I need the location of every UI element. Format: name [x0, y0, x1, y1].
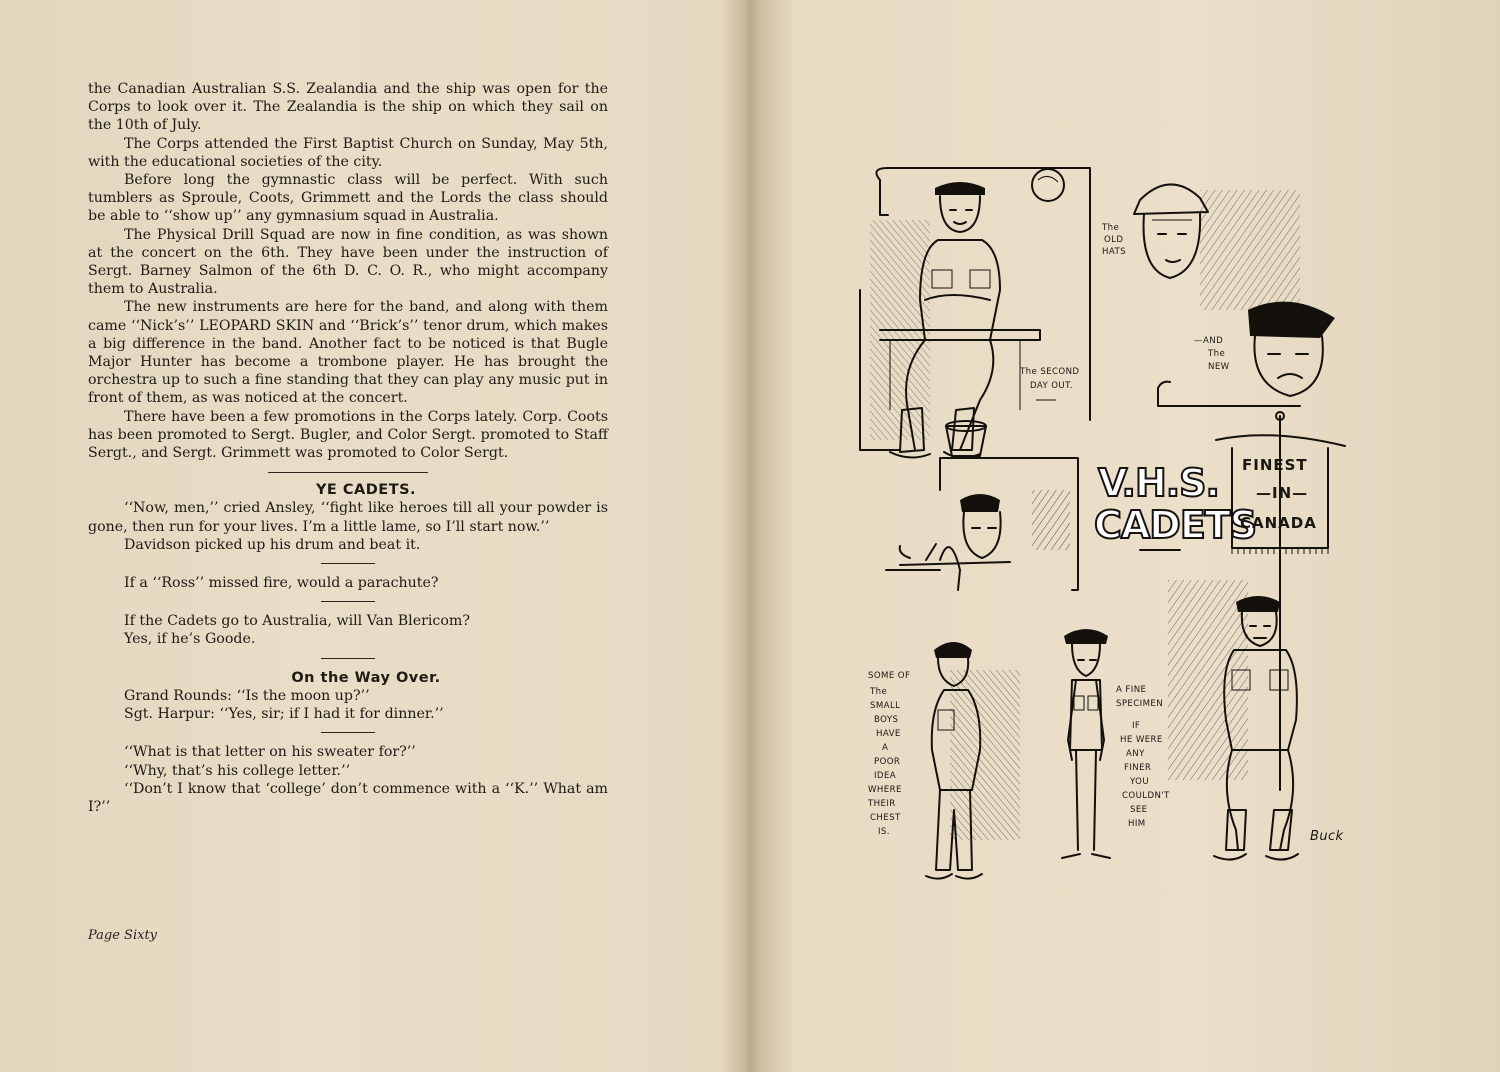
joke-divider	[321, 563, 375, 564]
caption-line: A FINE	[1116, 685, 1147, 695]
caption-line: POOR	[874, 757, 901, 767]
joke-quote: ‘‘Now, men,’’ cried Ansley, ‘‘fight like heroes till all your powder is gone, then run for your lives. I’m a little lame, so I’ll start now.’’	[88, 500, 608, 535]
caption-line: SEE	[1130, 805, 1148, 815]
subsection-title: On the Way Over.	[291, 669, 441, 686]
joke-divider	[321, 658, 375, 659]
caption-line: A	[882, 743, 889, 753]
page-number: Page Sixty	[88, 928, 158, 943]
paragraph: The Physical Drill Squad are now in fine condition, as was shown at the concert on the 6th. They have been under the instruction of Sergt. Barney Salmon of the 6th D. C. O. R., who might accompany them to Australia.	[88, 226, 608, 298]
caption-line: IS.	[878, 827, 890, 837]
left-page-text	[88, 80, 608, 816]
thin-cadet	[1062, 629, 1110, 858]
small-boy-cadet	[926, 642, 1020, 879]
old-hat-face	[1134, 184, 1208, 278]
flag-text-line: FINEST	[1242, 456, 1308, 474]
caption-line: HE WERE	[1120, 735, 1163, 745]
joke-divider	[321, 732, 375, 733]
title-line: CADETS	[1094, 503, 1257, 547]
bugler-figure	[886, 494, 1010, 590]
joke-ross: If a ‘‘Ross’’ missed fire, would a parachute?	[124, 575, 439, 592]
porthole-icon	[1032, 169, 1064, 201]
fine-specimen-caption	[1116, 685, 1170, 829]
sweater-line: ‘‘What is that letter on his sweater for?’’	[124, 744, 416, 761]
joke-divider	[321, 601, 375, 602]
paragraph: Before long the gymnastic class will be perfect. With such tumblers as Sproule, Coots, Grimmett and the Lords the class should be able to ‘‘show up’’ any gymnasium squad in Australia.	[88, 172, 608, 225]
sweater-line: ‘‘Why, that’s his college letter.’’	[124, 762, 351, 779]
old-hats-caption-line: OLD	[1104, 235, 1124, 245]
second-day-caption-line: DAY OUT.	[1030, 381, 1073, 391]
paragraph: the Canadian Australian S.S. Zealandia and the ship was open for the Corps to look over it. The Zealandia is the ship on which they sail on the 10th of July.	[88, 81, 608, 134]
small-boys-caption	[867, 671, 910, 837]
hats-panel	[1101, 184, 1335, 406]
caption-line: HAVE	[876, 729, 901, 739]
joke-australia-answer: Yes, if he’s Goode.	[124, 631, 256, 648]
and-new-caption-line: The	[1208, 349, 1226, 359]
caption-line: FINER	[1124, 763, 1152, 773]
cadets-cartoon	[840, 150, 1380, 910]
caption-line: SMALL	[870, 701, 901, 711]
old-hats-caption-line: The	[1102, 223, 1120, 233]
way-over-line: Sgt. Harpur: ‘‘Yes, sir; if I had it for dinner.’’	[124, 706, 444, 723]
sweater-line: ‘‘Don’t I know that ‘college’ don’t commence with a ‘‘K.’’ What am I?’’	[88, 780, 608, 815]
caption-line: THEIR	[868, 799, 896, 809]
way-over-line: Grand Rounds: ‘‘Is the moon up?’’	[124, 687, 370, 704]
joke-drum: Davidson picked up his drum and beat it.	[124, 536, 421, 553]
paragraph: The new instruments are here for the band, and along with them came ‘‘Nick’s’’ LEOPARD SKIN and ‘‘Brick’s’’ tenor drum, which makes a big difference in the band. Another fact to be noticed is that Bugle Major Hunter has become a trombone player. He has brought the orchestra up to such a fine standing that they can play any music put in front of them, as was noticed at the concert.	[88, 299, 608, 407]
caption-line: ANY	[1126, 749, 1145, 759]
paragraph: There have been a few promotions in the Corps lately. Corp. Coots has been promoted to Sergt. Bugler, and Color Sergt. promoted to Staff Sergt., and Sergt. Grimmett was promoted to Color Sergt.	[88, 408, 608, 462]
section-divider	[268, 472, 428, 473]
caption-line: YOU	[1130, 777, 1150, 787]
caption-line: SPECIMEN	[1116, 699, 1164, 709]
artist-signature: Buck	[1310, 829, 1344, 844]
joke-australia-question: If the Cadets go to Australia, will Van Blericom?	[124, 613, 470, 630]
caption-line: CHEST	[870, 813, 901, 823]
caption-line: BOYS	[874, 715, 899, 725]
caption-line: IF	[1132, 721, 1141, 731]
caption-line: The	[870, 687, 888, 697]
and-new-caption-line: NEW	[1208, 362, 1230, 372]
flag-text-line: —IN—	[1256, 484, 1309, 502]
caption-line: WHERE	[868, 785, 902, 795]
flag-text-line: CANADA	[1240, 514, 1317, 532]
caption-line: IDEA	[874, 771, 897, 781]
flag-bearer-cadet	[1168, 580, 1298, 860]
and-new-caption-line: —AND	[1194, 336, 1224, 346]
section-title: YE CADETS.	[315, 482, 417, 499]
caption-line: COULDN'T	[1122, 791, 1170, 801]
title-line: V.H.S.	[1098, 461, 1219, 505]
second-day-out-panel	[860, 168, 1090, 458]
bugler-panel	[886, 458, 1078, 590]
paragraph: The Corps attended the First Baptist Church on Sunday, May 5th, with the educational societies of the city.	[88, 135, 608, 170]
new-cap-face	[1248, 302, 1335, 396]
second-day-caption-line: The SECOND	[1020, 367, 1080, 377]
old-hats-caption-line: HATS	[1102, 247, 1126, 257]
caption-line: SOME OF	[868, 671, 911, 681]
caption-line: HIM	[1128, 819, 1146, 829]
